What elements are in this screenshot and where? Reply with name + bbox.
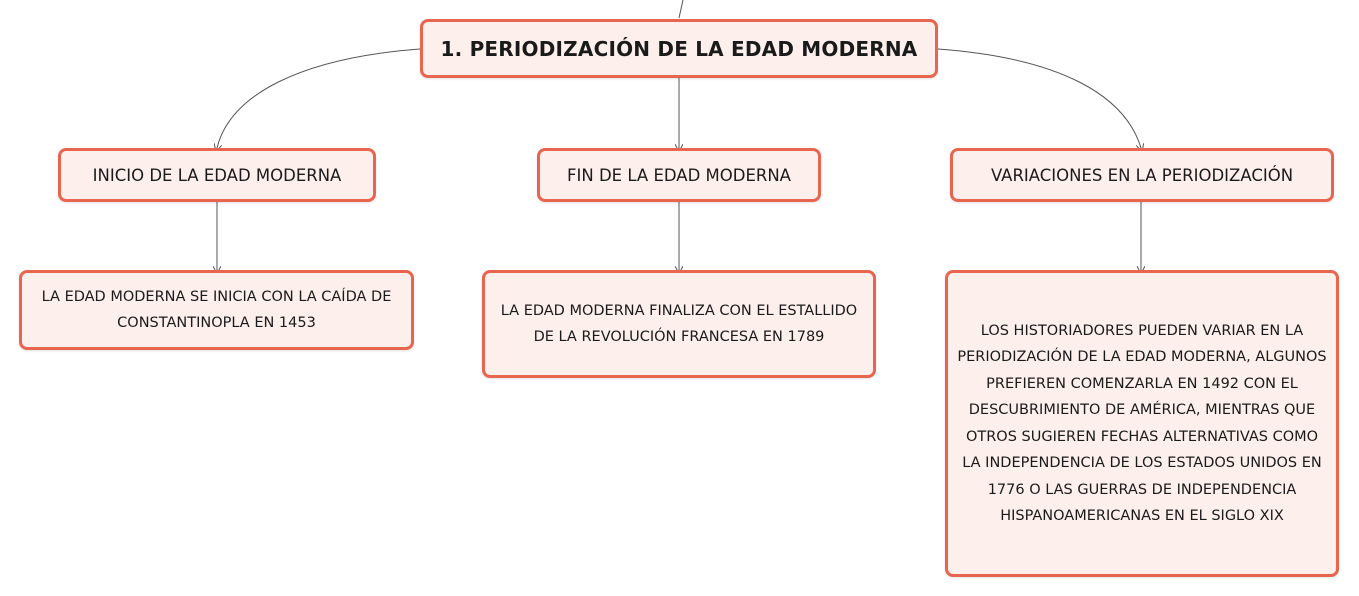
connector-root-to-inicio bbox=[217, 49, 420, 148]
detail-inicio-text: LA EDAD MODERNA SE INICIA CON LA CAÍDA DE CONSTANTINOPLA EN 1453 bbox=[41, 288, 392, 331]
root-topic-label: 1. PERIODIZACIÓN DE LA EDAD MODERNA bbox=[440, 36, 918, 61]
branch-inicio-label: INICIO DE LA EDAD MODERNA bbox=[92, 165, 342, 185]
branch-fin-label: FIN DE LA EDAD MODERNA bbox=[567, 165, 791, 185]
root-topic[interactable] bbox=[420, 19, 938, 78]
branch-fin[interactable] bbox=[537, 148, 821, 202]
connector-parent-to-root bbox=[679, 0, 683, 18]
branch-variaciones[interactable] bbox=[950, 148, 1334, 202]
detail-variaciones-text: LOS HISTORIADORES PUEDEN VARIAR EN LA PERIODIZACIÓN DE LA EDAD MODERNA, ALGUNOS PREFIEREN COMENZARLA EN 1492 CON EL DESCUBRIMIENTO DE AMÉRICA, MIENTRAS QUE OTROS SUGIEREN FECHAS ALTERNATIVAS COMO LA INDEPENDENCIA DE LOS ESTADOS UNIDOS EN 1776 O LAS GUERRAS DE INDEPENDENCIA HISPANOAMERICANAS EN EL SIGLO XIX bbox=[957, 322, 1327, 524]
detail-variaciones[interactable] bbox=[945, 270, 1339, 577]
branch-variaciones-label: VARIACIONES EN LA PERIODIZACIÓN bbox=[990, 165, 1294, 185]
detail-inicio[interactable] bbox=[19, 270, 414, 350]
branch-inicio[interactable] bbox=[58, 148, 376, 202]
detail-fin[interactable] bbox=[482, 270, 876, 378]
connector-root-to-variaciones bbox=[938, 49, 1141, 148]
detail-fin-text: LA EDAD MODERNA FINALIZA CON EL ESTALLIDO DE LA REVOLUCIÓN FRANCESA EN 1789 bbox=[500, 302, 858, 345]
